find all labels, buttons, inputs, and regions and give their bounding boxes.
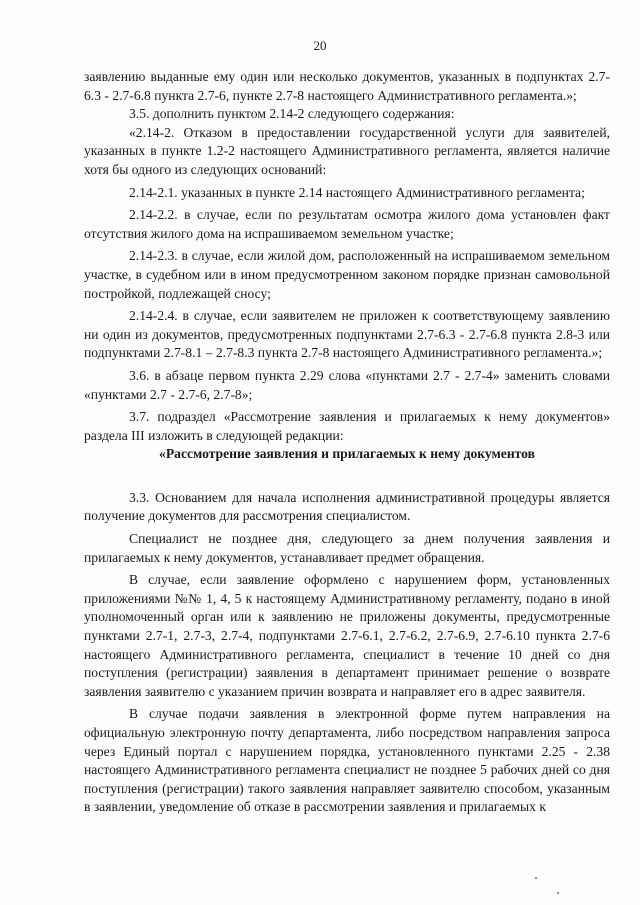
paragraph-continuation: заявлению выданные ему один или несколько документов, указанных в подпунктах 2.7-6.3 - 2.7-6.8 пункта 2.7-6, пункте 2.7-8 настоящего Административного регламента.»; xyxy=(84,69,610,103)
paragraph-item-3-6: 3.6. в абзаце первом пункта 2.29 слова «пунктами 2.7 - 2.7-4» заменить словами «пунктами 2.7 - 2.7-6, 2.7-8»; xyxy=(84,367,610,402)
section-heading: «Рассмотрение заявления и прилагаемых к нему документов xyxy=(159,446,535,462)
paragraph-electronic-form: В случае подачи заявления в электронной форме путем направления на официальную электронную почту департамента, либо посредством направления запроса через Единый портал с нарушением порядка, установленного пунктами 2.25 - 2.38 настоящего Административного регламента специалист не позднее 5 рабочих дней со дня поступления (регистрации) такого заявления направляет заявителю способом, указанным в заявлении, уведомление об отказе в рассмотрении заявления и прилагаемых к xyxy=(84,706,610,815)
document-body xyxy=(84,68,610,817)
blank-line xyxy=(84,464,610,485)
paragraph-clause-2-14-2: «2.14-2. Отказом в предоставлении государственной услуги для заявителей, указанных в пункте 1.2-2 настоящего Административного регламента, является наличие хотя бы одного из следующих оснований: xyxy=(84,124,610,177)
paragraph-specialist: Специалист не позднее дня, следующего за днем получения заявления и прилагаемых к нему документов, устанавливает предмет обращения. xyxy=(84,531,610,565)
paragraph-item-3-7: 3.7. подраздел «Рассмотрение заявления и прилагаемых к нему документов» раздела III изложить в следующей редакции: xyxy=(84,409,610,443)
paragraph-item-3-5: 3.5. дополнить пунктом 2.14-2 следующего содержания: xyxy=(129,106,455,122)
scan-speck xyxy=(535,877,537,879)
paragraph-clause-2-14-2-4: 2.14-2.4. в случае, если заявителем не приложен к соответствующему заявлению ни один из документов, предусмотренных подпунктами 2.7-6.3 - 2.7-6.8 пункта 2.8-3 или подпунктами 2.7-8.1 – 2.7-8.3 пункта 2.7-8 настоящего Административного регламента.»; xyxy=(84,308,610,361)
paragraph-clause-2-14-2-1: 2.14-2.1. указанных в пункте 2.14 настоящего Административного регламента; xyxy=(129,184,585,200)
paragraph-clause-3-3: 3.3. Основанием для начала исполнения административной процедуры является получение документов для рассмотрения специалистом. xyxy=(84,489,610,524)
paragraph-clause-2-14-2-3: 2.14-2.3. в случае, если жилой дом, расположенный на испрашиваемом земельном участке, в судебном или в ином предусмотренном законом порядке признан самовольной постройкой, подлежащей сносу; xyxy=(84,248,610,301)
page-number: 20 xyxy=(313,38,327,53)
paragraph-clause-2-14-2-2: 2.14-2.2. в случае, если по результатам осмотра жилого дома установлен факт отсутствия жилого дома на испрашиваемом земельном участке; xyxy=(84,207,610,241)
paragraph-violation-forms: В случае, если заявление оформлено с нарушением форм, установленных приложениями №№ 1, 4, 5 к настоящему Административному регламенту, подано в иной уполномоченный орган или к заявлению не приложены документы, предусмотренные пунктами 2.7-1, 2.7-3, 2.7-4, подпунктами 2.7-6.1, 2.7-6.2, 2.7-6.9, 2.7-6.10 пункта 2.7-6 настоящего Административного регламента, специалист в течение 10 дней со дня поступления (регистрации) заявления в департамент принимает решение о возврате заявления заявителю с указанием причин возврата и направляет его в адрес заявителя. xyxy=(84,572,610,699)
scan-speck xyxy=(557,892,559,894)
